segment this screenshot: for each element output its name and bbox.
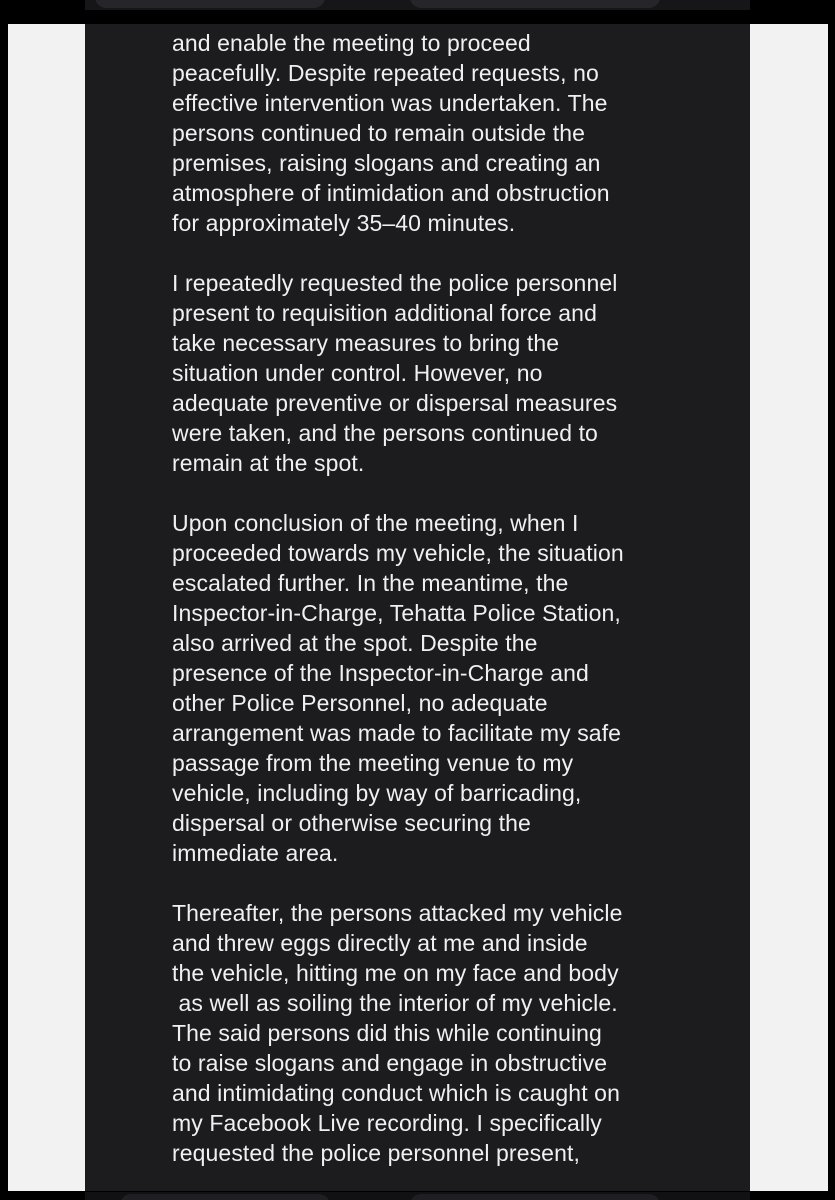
- top-right-control[interactable]: [410, 0, 660, 8]
- text-line: were taken, and the persons continued to: [172, 420, 598, 446]
- text-line: to raise slogans and engage in obstructive: [172, 1050, 608, 1076]
- text-line: present to requisition additional force and: [172, 300, 597, 326]
- paragraph: [172, 508, 732, 868]
- text-line: Thereafter, the persons attacked my vehicle: [172, 900, 623, 926]
- text-line: for approximately 35–40 minutes.: [172, 210, 516, 236]
- text-line: proceeded towards my vehicle, the situation: [172, 540, 624, 566]
- text-line: arrangement was made to facilitate my safe: [172, 720, 622, 746]
- text-line: dispersal or otherwise securing the: [172, 810, 531, 836]
- left-margin-bar: [8, 24, 85, 1191]
- text-line: requested the police personnel present,: [172, 1140, 580, 1166]
- text-line: escalated further. In the meantime, the: [172, 570, 569, 596]
- text-line: Inspector-in-Charge, Tehatta Police Station,: [172, 600, 621, 626]
- top-left-control[interactable]: [95, 0, 325, 8]
- paragraph: [172, 898, 732, 1168]
- text-line: as well as soiling the interior of my vehicle.: [172, 990, 618, 1016]
- note-text-panel[interactable]: [85, 24, 750, 1191]
- text-line: other Police Personnel, no adequate: [172, 690, 548, 716]
- paragraph: [172, 28, 732, 238]
- text-line: and enable the meeting to proceed: [172, 30, 531, 56]
- text-line: The said persons did this while continuing: [172, 1020, 602, 1046]
- text-line: effective intervention was undertaken. The: [172, 90, 608, 116]
- text-line: my Facebook Live recording. I specifically: [172, 1110, 602, 1136]
- text-line: immediate area.: [172, 840, 339, 866]
- text-line: the vehicle, hitting me on my face and body: [172, 960, 619, 986]
- top-toolbar-strip: [85, 0, 750, 10]
- text-line: persons continued to remain outside the: [172, 120, 586, 146]
- text-line: also arrived at the spot. Despite the: [172, 630, 538, 656]
- text-line: premises, raising slogans and creating an: [172, 150, 601, 176]
- bottom-left-control[interactable]: [120, 1194, 330, 1200]
- text-line: I repeatedly requested the police personnel: [172, 270, 618, 296]
- text-line: vehicle, including by way of barricading,: [172, 780, 582, 806]
- text-line: take necessary measures to bring the: [172, 330, 560, 356]
- text-line: atmosphere of intimidation and obstruction: [172, 180, 610, 206]
- bottom-toolbar-strip: [85, 1192, 750, 1200]
- text-line: presence of the Inspector-in-Charge and: [172, 660, 589, 686]
- text-line: situation under control. However, no: [172, 360, 543, 386]
- text-line: and intimidating conduct which is caught on: [172, 1080, 620, 1106]
- text-line: passage from the meeting venue to my: [172, 750, 574, 776]
- text-line: peacefully. Despite repeated requests, no: [172, 60, 599, 86]
- bottom-right-control[interactable]: [410, 1194, 660, 1200]
- paragraph: [172, 268, 732, 478]
- right-margin-bar: [750, 24, 828, 1191]
- text-line: remain at the spot.: [172, 450, 365, 476]
- text-line: Upon conclusion of the meeting, when I: [172, 510, 579, 536]
- text-line: and threw eggs directly at me and inside: [172, 930, 588, 956]
- note-body: [172, 28, 732, 1191]
- text-line: adequate preventive or dispersal measures: [172, 390, 618, 416]
